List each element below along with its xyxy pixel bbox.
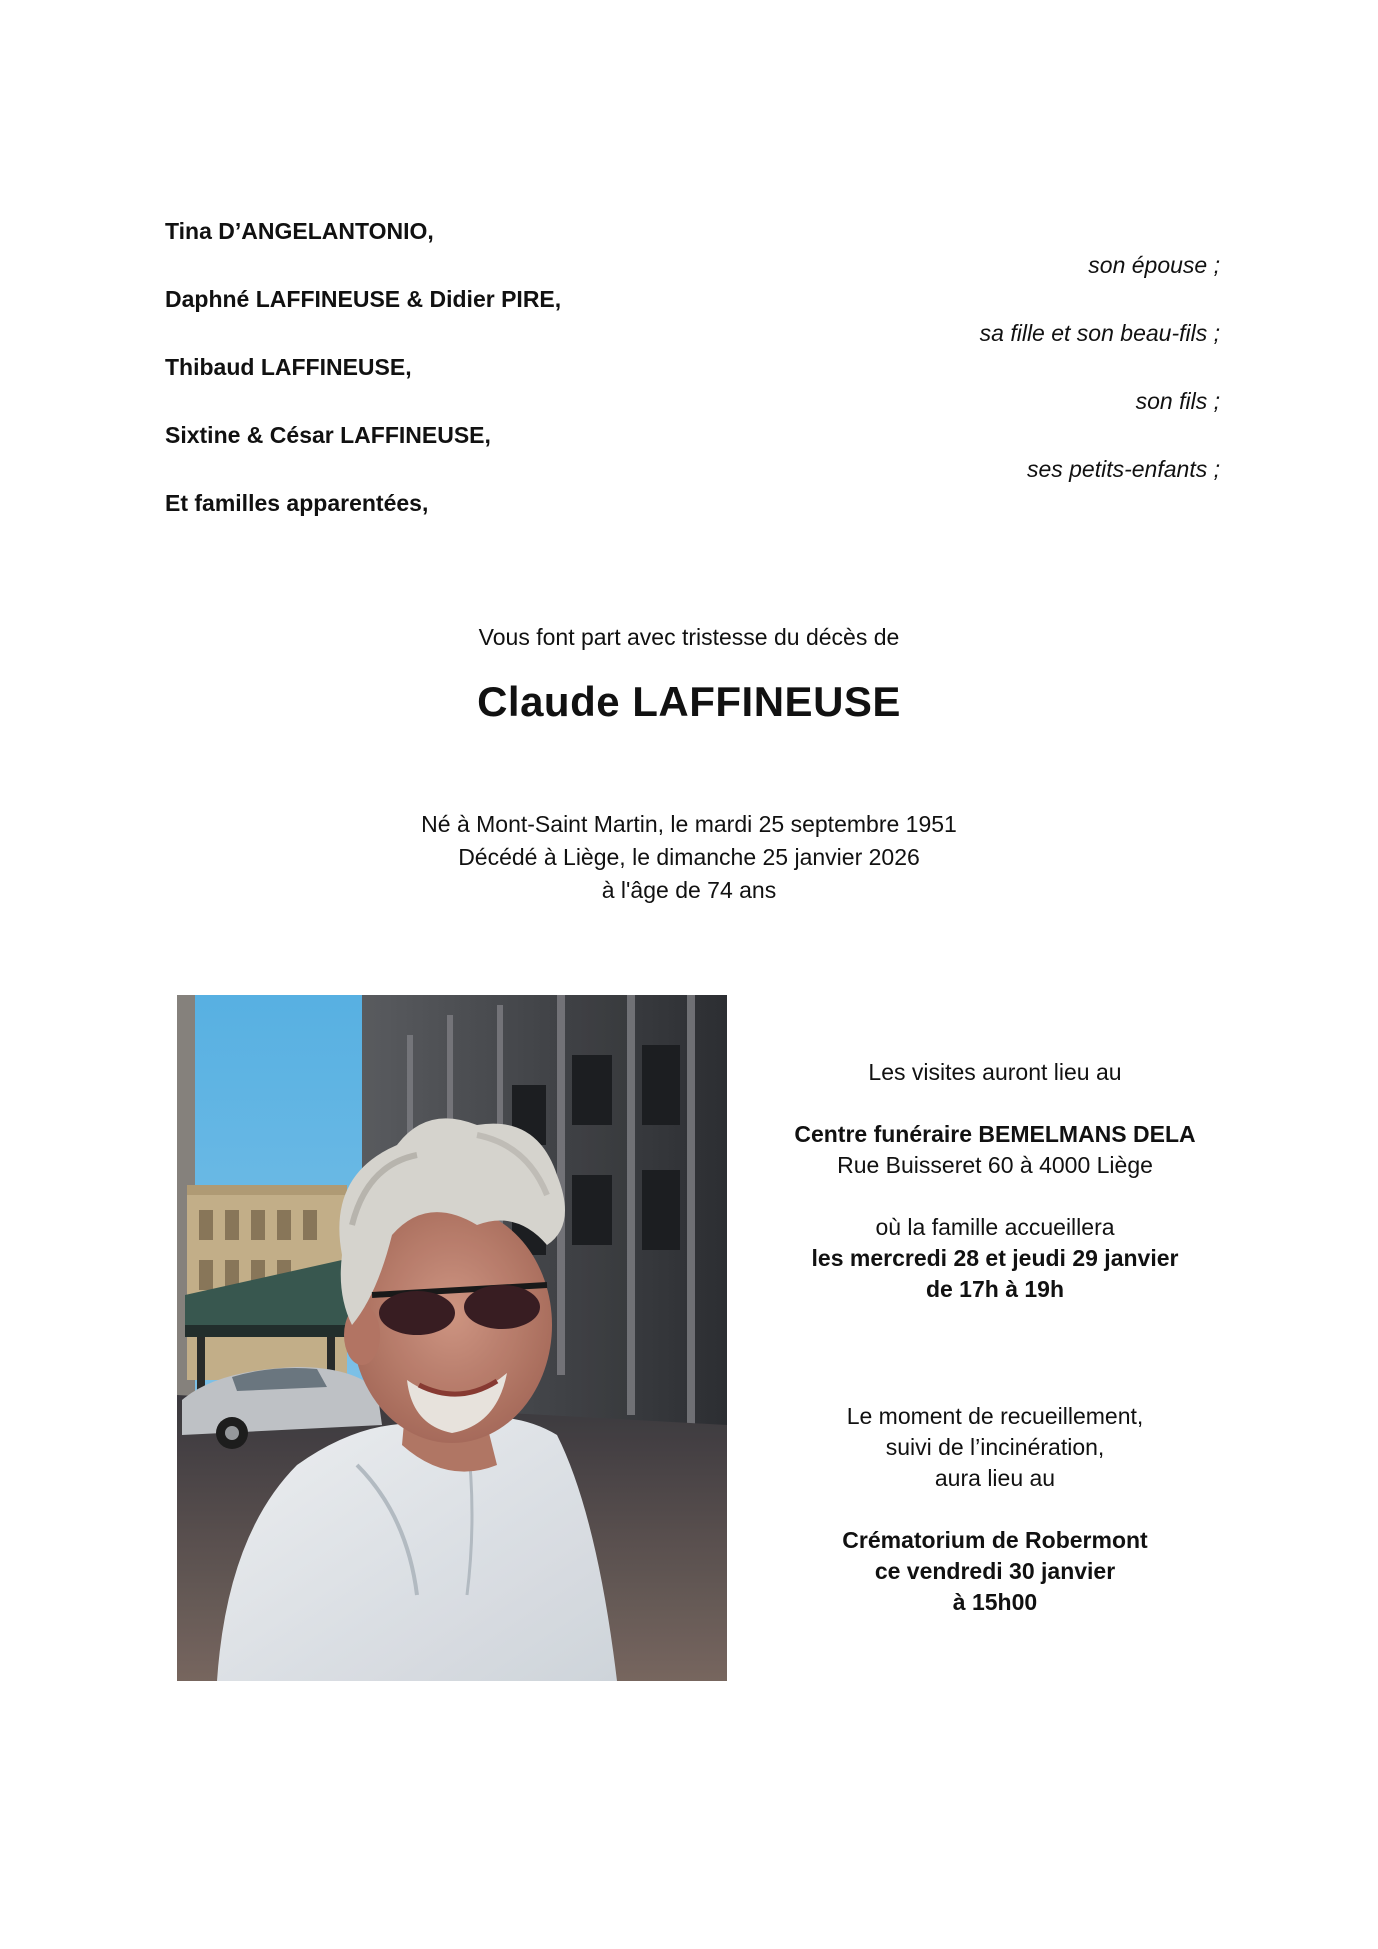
ceremony-venue: Crématorium de Robermont (842, 1527, 1148, 1553)
family-entry (165, 212, 1220, 280)
visits-dates: les mercredi 28 et jeudi 29 janvier (811, 1245, 1179, 1271)
spacer (745, 1494, 1245, 1525)
family-list (165, 212, 1220, 552)
family-relation: son épouse ; (1088, 252, 1220, 278)
deceased-name: Claude LAFFINEUSE (477, 678, 901, 725)
family-member-name: Daphné LAFFINEUSE & Didier PIRE, (165, 286, 562, 312)
death-line: Décédé à Liège, le dimanche 25 janvier 2026 (458, 844, 920, 870)
family-member-name: Et familles apparentées, (165, 490, 429, 516)
portrait-photo (177, 995, 727, 1681)
family-member-name: Sixtine & César LAFFINEUSE, (165, 422, 491, 448)
family-entry (165, 348, 1220, 416)
ceremony-info (745, 1401, 1245, 1618)
family-member-name: Thibaud LAFFINEUSE, (165, 354, 412, 380)
birth-line: Né à Mont-Saint Martin, le mardi 25 septembre 1951 (421, 811, 957, 837)
visits-hours: de 17h à 19h (925, 1276, 1065, 1302)
family-relation: son fils ; (1135, 388, 1220, 414)
family-entry (165, 416, 1220, 484)
birth-death-details (0, 808, 1378, 907)
family-member-name: Tina D’ANGELANTONIO, (165, 218, 434, 244)
spacer (745, 1088, 1245, 1119)
ceremony-date: ce vendredi 30 janvier (874, 1558, 1116, 1584)
ceremony-time: à 15h00 (952, 1589, 1038, 1615)
age-line: à l'âge de 74 ans (601, 877, 777, 903)
family-entry (165, 484, 1220, 552)
visits-intro: Les visites auront lieu au (868, 1059, 1122, 1085)
ceremony-line-1: Le moment de recueillement, (846, 1403, 1144, 1429)
family-relation: sa fille et son beau-fils ; (979, 320, 1220, 346)
visits-venue: Centre funéraire BEMELMANS DELA (794, 1121, 1196, 1147)
ceremony-line-2: suivi de l’incinération, (885, 1434, 1105, 1460)
ceremony-line-3: aura lieu au (934, 1465, 1056, 1491)
visits-address: Rue Buisseret 60 à 4000 Liège (837, 1152, 1153, 1178)
family-relation: ses petits-enfants ; (1026, 456, 1220, 482)
announcement-text: Vous font part avec tristesse du décès de (478, 624, 900, 650)
visits-info (745, 1057, 1245, 1305)
visits-welcome: où la famille accueillera (875, 1214, 1115, 1240)
spacer (745, 1181, 1245, 1212)
family-entry (165, 280, 1220, 348)
